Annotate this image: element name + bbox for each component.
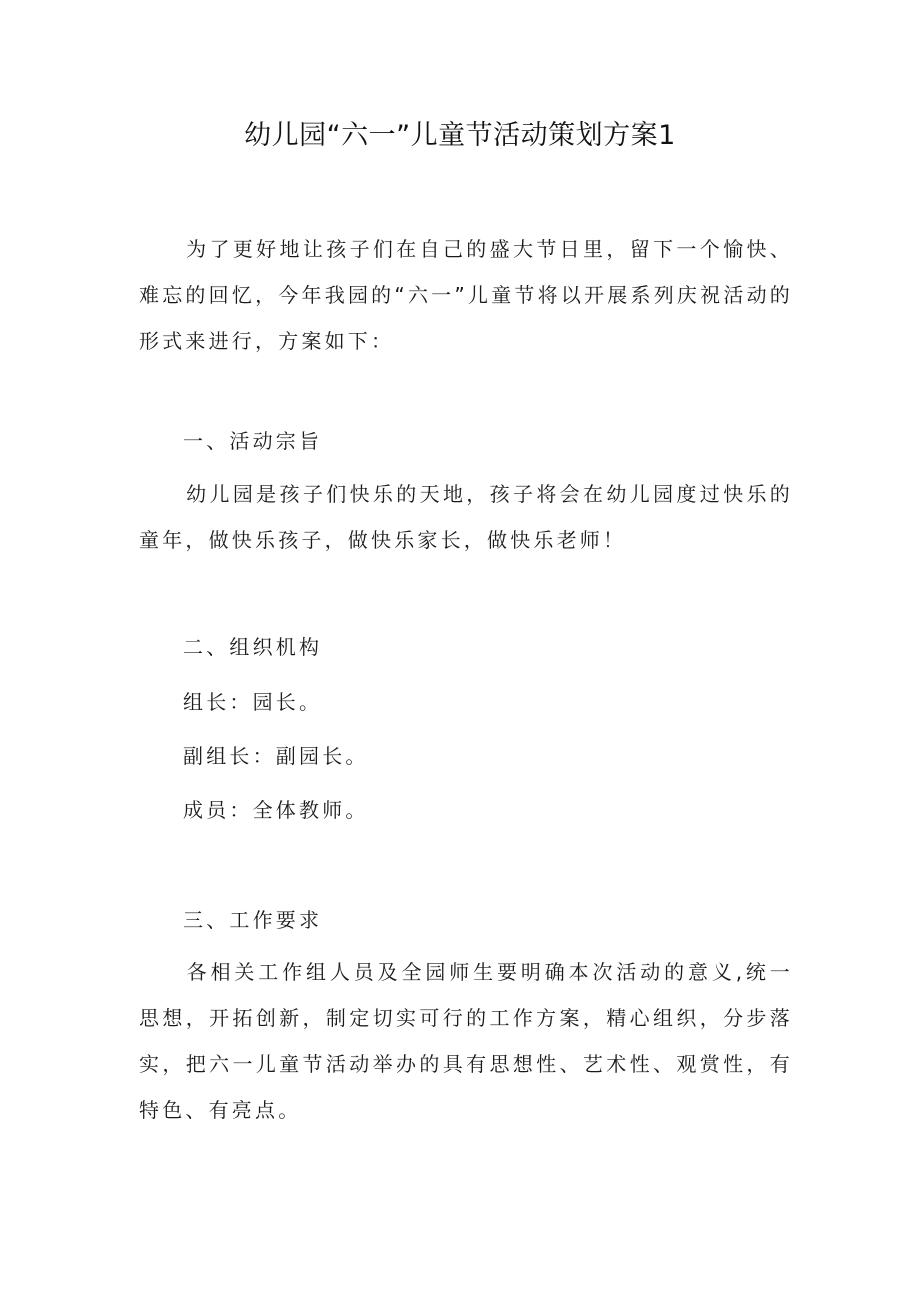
document-title: 幼儿园“六一”儿童节活动策划方案1: [244, 120, 676, 151]
purpose-text: 幼儿园是孩子们快乐的天地，孩子将会在幼儿园度过快乐的童年，做快乐孩子，做快乐家长，做快乐老师！: [139, 482, 793, 552]
section-heading-organization: 二、组织机构: [183, 635, 323, 659]
org-deputy-line: 副组长：副园长。: [183, 744, 369, 768]
section-heading-purpose: 一、活动宗旨: [183, 429, 323, 453]
intro-text: 为了更好地让孩子们在自己的盛大节日里，留下一个愉快、难忘的回忆，今年我园的“六一”儿童节将以开展系列庆祝活动的形式来进行，方案如下：: [139, 237, 793, 353]
intro-paragraph: [139, 226, 793, 364]
section-heading-requirements: 三、工作要求: [183, 908, 323, 932]
requirements-paragraph: [139, 949, 793, 1133]
org-members-line: 成员：全体教师。: [183, 798, 369, 822]
org-leader-line: 组长：园长。: [183, 690, 323, 714]
purpose-paragraph: [139, 471, 793, 563]
requirements-text: 各相关工作组人员及全园师生要明确本次活动的意义,统一思想，开拓创新，制定切实可行的工作方案，精心组织，分步落实，把六一儿童节活动举办的具有思想性、艺术性、观赏性，有特色、有亮点。: [139, 960, 793, 1122]
